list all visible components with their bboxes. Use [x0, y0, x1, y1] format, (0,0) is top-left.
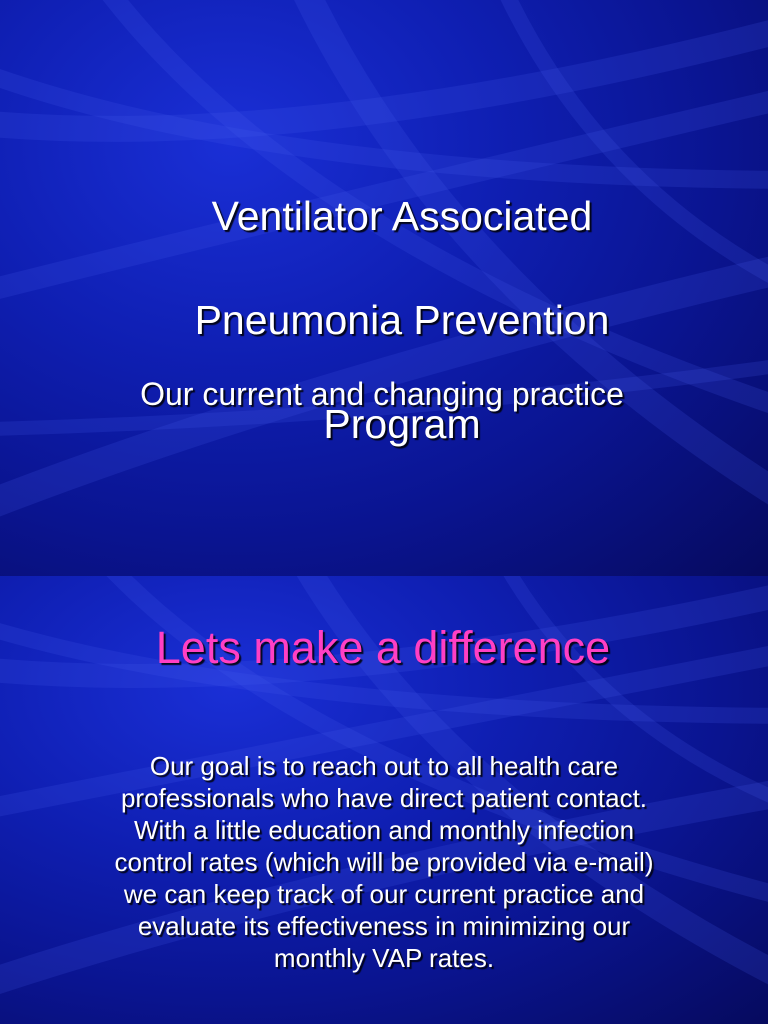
body-line: professionals who have direct patient contact.: [120, 783, 648, 813]
title-line: Pneumonia Prevention: [194, 297, 610, 343]
body-line: monthly VAP rates.: [273, 943, 495, 973]
title-line: Ventilator Associated: [211, 193, 593, 239]
body-line: Our goal is to reach out to all health care: [149, 751, 619, 781]
title-line: Program: [323, 401, 481, 447]
slide-2: [0, 576, 768, 1024]
body-line: we can keep track of our current practice and: [123, 879, 645, 909]
slide-body: [14, 750, 754, 974]
slide-heading: Lets make a difference: [155, 622, 611, 673]
body-line: control rates (which will be provided via e-mail): [114, 847, 654, 877]
body-line: With a little education and monthly infection: [133, 815, 635, 845]
slide-subtitle: Our current and changing practice: [140, 376, 624, 412]
body-line: evaluate its effectiveness in minimizing our: [137, 911, 631, 941]
slide-title: [18, 138, 768, 502]
